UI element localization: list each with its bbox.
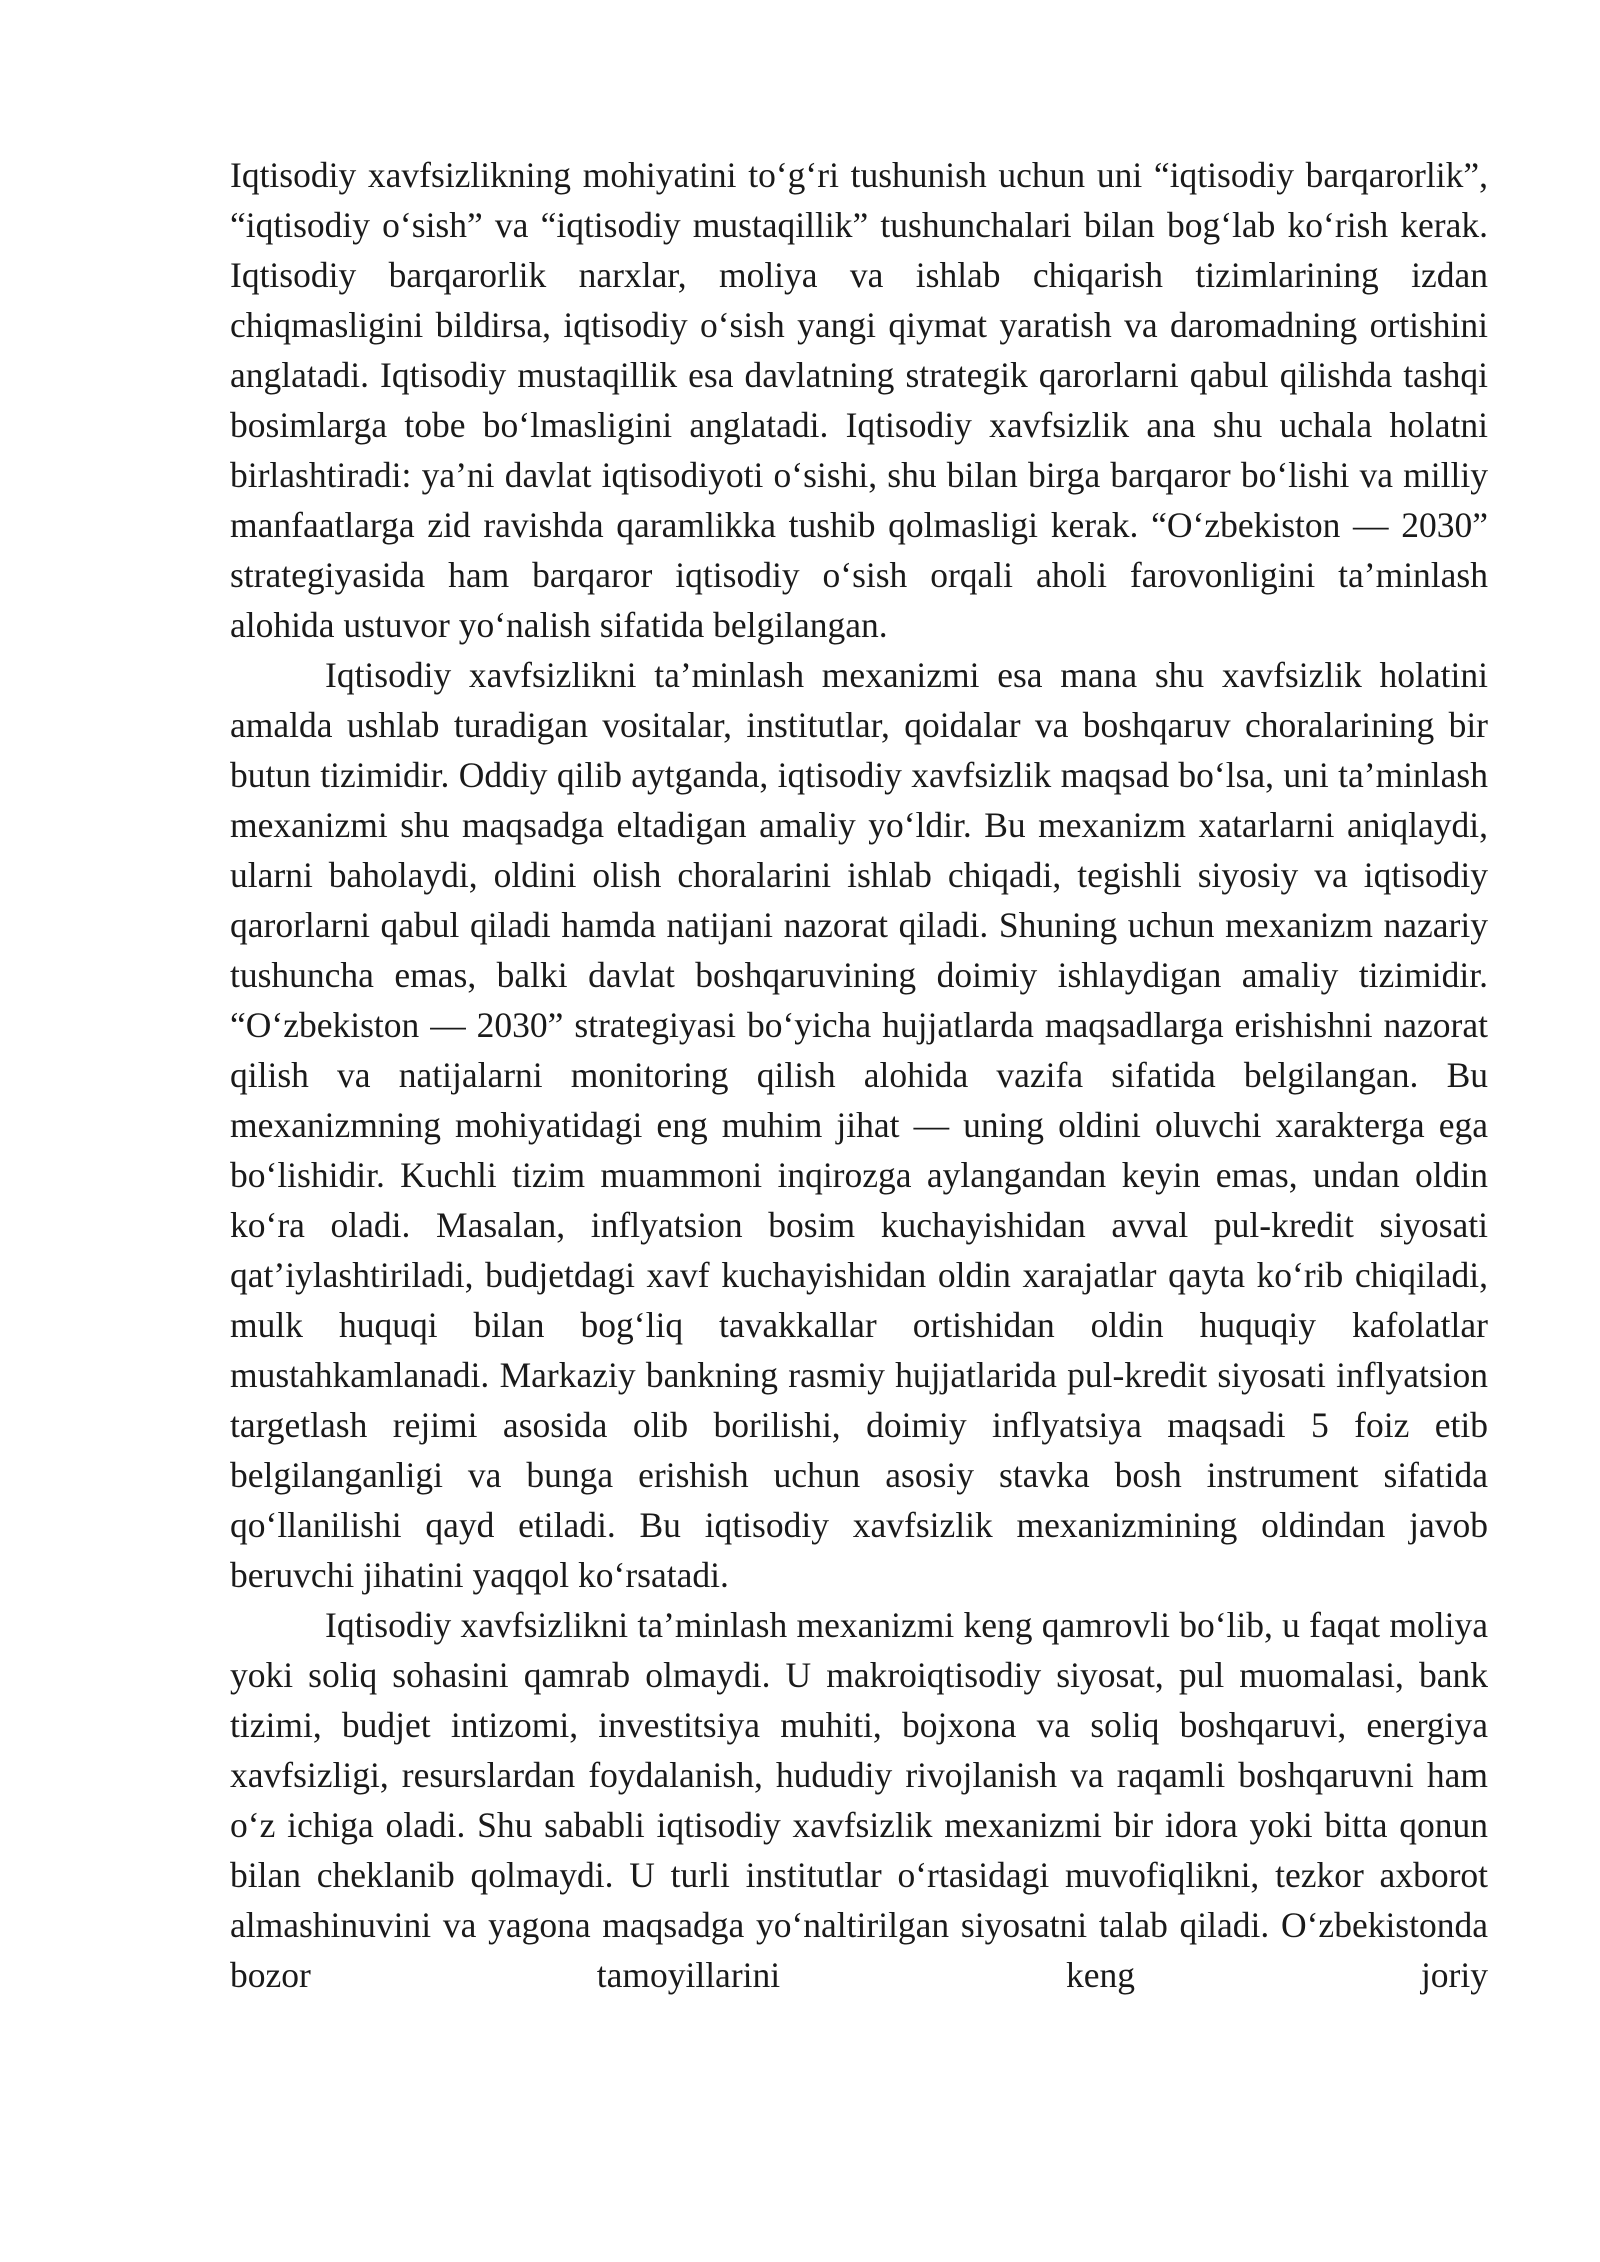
document-body <box>230 150 1488 2000</box>
paragraph-2: Iqtisodiy xavfsizlikni ta’minlash mexanizmi esa mana shu xavfsizlik holatini amalda ushlab turadigan vositalar, institutlar, qoidalar va boshqaruv choralarining bir butun tizimidir. Oddiy qilib aytganda, iqtisodiy xavfsizlik maqsad bo‘lsa, uni ta’minlash mexanizmi shu maqsadga eltadigan amaliy yo‘ldir. Bu mexanizm xatarlarni aniqlaydi, ularni baholaydi, oldini olish choralarini ishlab chiqadi, tegishli siyosiy va iqtisodiy qarorlarni qabul qiladi hamda natijani nazorat qiladi. Shuning uchun mexanizm nazariy tushuncha emas, balki davlat boshqaruvining doimiy ishlaydigan amaliy tizimidir. “O‘zbekiston — 2030” strategiyasi bo‘yicha hujjatlarda maqsadlarga erishishni nazorat qilish va natijalarni monitoring qilish alohida vazifa sifatida belgilangan. Bu mexanizmning mohiyatidagi eng muhim jihat — uning oldini oluvchi xarakterga ega bo‘lishidir. Kuchli tizim muammoni inqirozga aylangandan keyin emas, undan oldin ko‘ra oladi. Masalan, inflyatsion bosim kuchayishidan avval pul-kredit siyosati qat’iylashtiriladi, budjetdagi xavf kuchayishidan oldin xarajatlar qayta ko‘rib chiqiladi, mulk huquqi bilan bog‘liq tavakkallar ortishidan oldin huquqiy kafolatlar mustahkamlanadi. Markaziy bankning rasmiy hujjatlarida pul-kredit siyosati inflyatsion targetlash rejimi asosida olib borilishi, doimiy inflyatsiya maqsadi 5 foiz etib belgilanganligi va bunga erishish uchun asosiy stavka bosh instrument sifatida qo‘llanilishi qayd etiladi. Bu iqtisodiy xavfsizlik mexanizmining oldindan javob beruvchi jihatini yaqqol ko‘rsatadi. <box>230 655 1488 1595</box>
paragraph-3: Iqtisodiy xavfsizlikni ta’minlash mexanizmi keng qamrovli bo‘lib, u faqat moliya yoki soliq sohasini qamrab olmaydi. U makroiqtisodiy siyosat, pul muomalasi, bank tizimi, budjet intizomi, investitsiya muhiti, bojxona va soliq boshqaruvi, energiya xavfsizligi, resurslardan foydalanish, hududiy rivojlanish va raqamli boshqaruvni ham o‘z ichiga oladi. Shu sababli iqtisodiy xavfsizlik mexanizmi bir idora yoki bitta qonun bilan cheklanib qolmaydi. U turli institutlar o‘rtasidagi muvofiqlikni, tezkor axborot almashinuvini va yagona maqsadga yo‘naltirilgan siyosatni talab qiladi. O‘zbekistonda bozor tamoyillarini keng joriy <box>230 1605 1488 1995</box>
paragraph-1: Iqtisodiy xavfsizlikning mohiyatini to‘g‘ri tushunish uchun uni “iqtisodiy barqarorlik”, “iqtisodiy o‘sish” va “iqtisodiy mustaqillik” tushunchalari bilan bog‘lab ko‘rish kerak. Iqtisodiy barqarorlik narxlar, moliya va ishlab chiqarish tizimlarining izdan chiqmasligini bildirsa, iqtisodiy o‘sish yangi qiymat yaratish va daromadning ortishini anglatadi. Iqtisodiy mustaqillik esa davlatning strategik qarorlarni qabul qilishda tashqi bosimlarga tobe bo‘lmasligini anglatadi. Iqtisodiy xavfsizlik ana shu uchala holatni birlashtiradi: ya’ni davlat iqtisodiyoti o‘sishi, shu bilan birga barqaror bo‘lishi va milliy manfaatlarga zid ravishda qaramlikka tushib qolmasligi kerak. “O‘zbekiston — 2030” strategiyasida ham barqaror iqtisodiy o‘sish orqali aholi farovonligini ta’minlash alohida ustuvor yo‘nalish sifatida belgilangan. <box>230 155 1488 645</box>
